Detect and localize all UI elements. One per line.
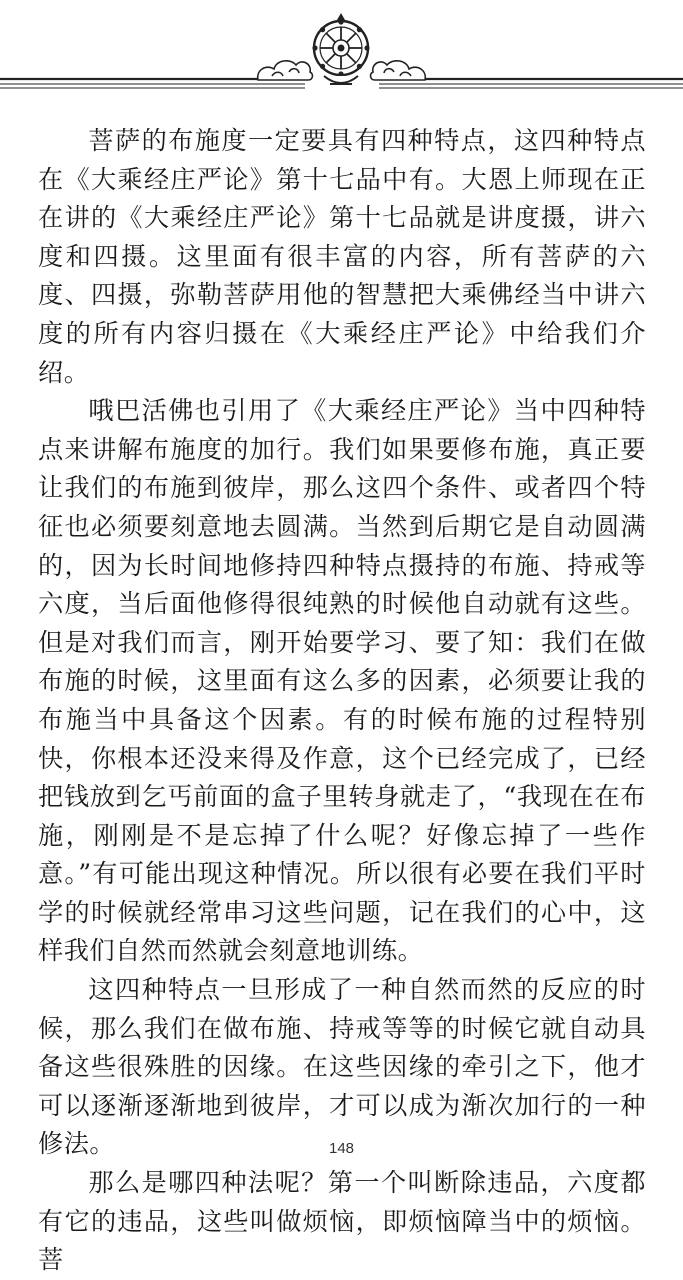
auspicious-cloud-icon bbox=[258, 61, 313, 80]
page-number: 148 bbox=[328, 1140, 355, 1157]
header-ornament bbox=[0, 0, 683, 100]
paragraph: 那么是哪四种法呢？第一个叫断除违品，六度都有它的违品，这些叫做烦恼，即烦恼障当中的烦恼。菩 bbox=[38, 1168, 646, 1275]
paragraph: 哦巴活佛也引用了《大乘经庄严论》当中四种特点来讲解布施度的加行。我们如果要修布施，真正要让我们的布施到彼岸，那么这四个条件、或者四个特征也必须要刻意地去圆满。当然到后期它是自动圆满的，因为长时间地修持四种特点摄持的布施、持戒等六度，当后面他修得很纯熟的时候他自动就有这些。但是对我们而言，刚开始要学习、要了知：我们在做布施的时候，这里面有这么多的因素，必须要让我的布施当中具备这个因素。有的时候布施的过程特别快，你根本还没来得及作意，这个已经完成了，已经把钱放到乞丐前面的盒子里转身就走了，“我现在在布施，刚刚是不是忘掉了什么呢？好像忘掉了一些作意。”有可能出现这种情况。所以很有必要在我们平时学的时候就经常串习这些问题，记在我们的心中，这样我们自然而然就会刻意地训练。 bbox=[38, 396, 646, 966]
auspicious-cloud-icon bbox=[371, 61, 426, 80]
body-text bbox=[38, 122, 646, 1280]
paragraph: 这四种特点一旦形成了一种自然而然的反应的时候，那么我们在做布施、持戒等等的时候它就自动具备这些很殊胜的因缘。在这些因缘的牵引之下，他才可以逐渐逐渐地到彼岸，才可以成为渐次加行的一种修法。 bbox=[38, 975, 646, 1159]
paragraph: 菩萨的布施度一定要具有四种特点，这四种特点在《大乘经庄严论》第十七品中有。大恩上师现在正在讲的《大乘经庄严论》第十七品就是讲度摄，讲六度和四摄。这里面有很丰富的内容，所有菩萨的六度、四摄，弥勒菩萨用他的智慧把大乘佛经当中讲六度的所有内容归摄在《大乘经庄严论》中给我们介绍。 bbox=[38, 126, 646, 387]
